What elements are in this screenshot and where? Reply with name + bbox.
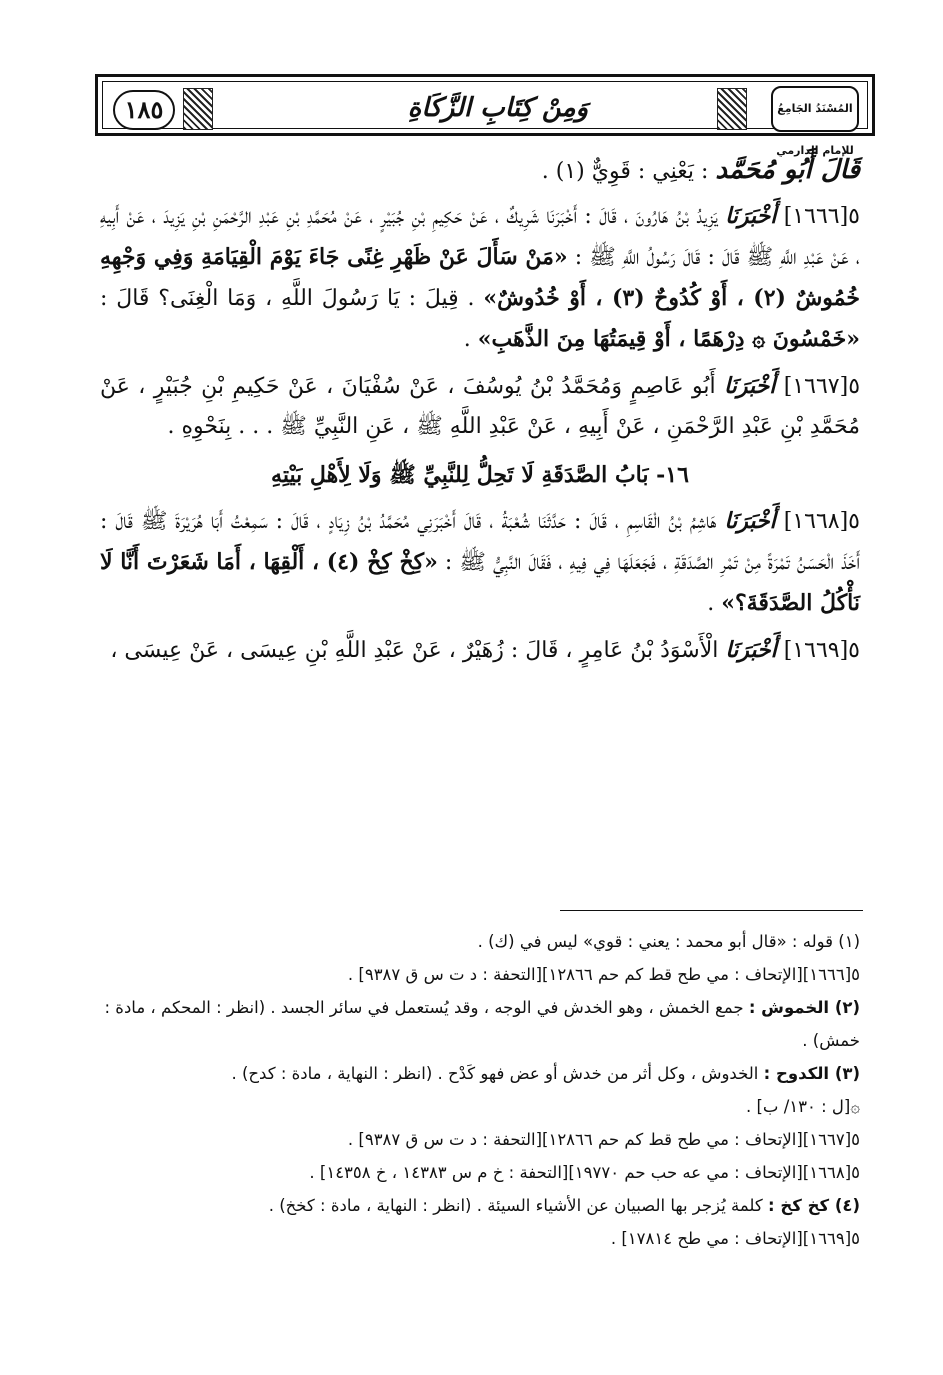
footnote-divider: [560, 910, 863, 911]
emblem-logo: المُسْنَدُ الجَامِعُ للإمام الدارمي: [771, 86, 859, 132]
hadith-quote-2: «خَمْسُونَ ۞ دِرْهَمًا ، أَوْ قِيمَتُهَا مِنَ الذَّهَبِ»: [477, 326, 860, 352]
main-text: [100, 150, 860, 677]
hadith-text: يَزِيدُ بْنُ هَارُونَ ، قَالَ : أَخْبَرَنَا شَرِيكٌ ، عَنْ حَكِيمِ بْنِ جُبَيْرٍ ، عَنْ مُحَمَّدِ بْنِ عَبْدِ الرَّحْمَنِ بْنِ يَزِيدَ ، عَنْ أَبِيهِ ، عَنْ عَبْدِ اللَّهِ ﷺ قَالَ : قَالَ رَسُولُ اللَّهِ ﷺ :: [100, 204, 860, 270]
hadith-1666: [100, 196, 860, 360]
header-frame: [102, 81, 868, 157]
hadith-1669: [100, 630, 860, 671]
hadith-number: ٥[١٦٦٩]: [783, 638, 860, 663]
footnote: (١) قوله : «قال أبو محمد : يعني : قوي» ليس في (ك) .: [477, 932, 860, 951]
intro-line: [100, 150, 860, 192]
footnote: ٥[١٦٦٨][الإتحاف : مي عه حب حم ١٩٧٧٠][التحفة : خ م س ١٤٣٨٣ ، خ ١٤٣٥٨] .: [309, 1163, 860, 1182]
hadith-text: هَاشِمُ بْنُ الْقَاسِمِ ، قَالَ : حَدَّثَنَا شُعْبَةُ ، قَالَ أَخْبَرَنِي مُحَمَّدُ بْنُ زِيَادٍ ، قَالَ : سَمِعْتُ أَبَا هُرَيْرَةَ ﷺ قَالَ : أَخَذَ الْحَسَنُ تَمْرَةً مِنْ تَمْرِ الصَّدَقَةِ ، فَجَعَلَهَا فِي فِيهِ ، فَقَالَ النَّبِيُّ ﷺ :: [100, 509, 861, 575]
running-title: وَمِنْ كِتَابِ الزَّكَاةِ: [407, 93, 589, 123]
footnote: (٤) كخ كخ : كلمة يُزجر بها الصبيان عن الأشياء السيئة . (انظر : النهاية ، مادة : كخخ) .: [268, 1196, 860, 1215]
page-number: ١٨٥: [113, 90, 175, 130]
footnote: ۞[ل : ١٣٠/ ب] .: [745, 1097, 860, 1116]
footnote: (٣) الكدوح : الخدوش ، وكل أثر من خدش أو عض فهو كَدْح . (انظر : النهاية ، مادة : كدح) .: [231, 1064, 860, 1083]
hadith-end: .: [707, 591, 715, 616]
hadith-text-after: . قِيلَ : يَا رَسُولَ اللَّهِ ، وَمَا الْغِنَى؟ قَالَ :: [100, 286, 475, 311]
footnotes: [100, 925, 860, 1255]
footnote: (٢) الخموش : جمع الخمش ، وهو الخدش في الوجه ، وقد يُستعمل في سائر الجسد . (انظر : المحكم ، مادة : خمش) .: [104, 998, 860, 1050]
hadith-label: أَخْبَرَنَا: [725, 637, 777, 663]
hadith-label: أَخْبَرَنَا: [724, 373, 776, 399]
hadith-text: أَبُو عَاصِمٍ وَمُحَمَّدُ بْنُ يُوسُفَ ، عَنْ سُفْيَانَ ، عَنْ حَكِيمِ بْنِ جُبَيْرٍ ، عَنْ مُحَمَّدِ بْنِ عَبْدِ الرَّحْمَنِ ، عَنْ أَبِيهِ ، عَنْ عَبْدِ اللَّهِ ﷺ ، عَنِ النَّبِيِّ ﷺ . . . بِنَحْوِهِ .: [100, 374, 860, 439]
section-heading: ١٦- بَابُ الصَّدَقَةِ لَا تَحِلُّ لِلنَّبِيِّ ﷺ وَلَا لِأَهْلِ بَيْتِهِ: [271, 462, 689, 488]
hadith-label: أَخْبَرَنَا: [725, 203, 777, 229]
hadith-quote: «مَنْ سَأَلَ عَنْ ظَهْرِ غِنًى جَاءَ يَوْمَ الْقِيَامَةِ وَفِي وَجْهِهِ خُمُوشٌ (٢) ، أَوْ كُدُوحٌ (٣) ، أَوْ خُدُوشٌ»: [100, 244, 860, 311]
hadith-1668: [100, 501, 860, 624]
page-header: [95, 74, 875, 157]
footnote: ٥[١٦٦٧][الإتحاف : مي طح قط كم حم ١٢٨٦٦][التحفة : د ت س ق ٩٣٨٧] .: [347, 1130, 860, 1149]
footnote: ٥[١٦٦٦][الإتحاف : مي طح قط كم حم ١٢٨٦٦][التحفة : د ت س ق ٩٣٨٧] .: [347, 965, 860, 984]
intro-label: قَالَ أَبُو مُحَمَّد: [715, 155, 860, 185]
intro-text: : يَعْنِي : قَوِيٌّ (١) .: [541, 159, 709, 184]
ornament-right-icon: [717, 88, 747, 130]
hadith-number: ٥[١٦٦٦]: [783, 204, 860, 229]
hadith-number: ٥[١٦٦٨]: [783, 509, 860, 534]
hadith-text: الْأَسْوَدُ بْنُ عَامِرٍ ، قَالَ : زُهَيْرٌ ، عَنْ عَبْدِ اللَّهِ بْنِ عِيسَى ، عَنْ عِيسَى ،: [110, 638, 719, 663]
hadith-number: ٥[١٦٦٧]: [783, 374, 861, 399]
hadith-1667: [100, 366, 860, 447]
hadith-end: .: [463, 327, 471, 352]
footnote: ٥[١٦٦٩][الإتحاف : مي طح ١٧٨١٤] .: [610, 1229, 860, 1248]
hadith-quote: «كِخْ كِخْ (٤) ، أَلْقِهَا ، أَمَا شَعَرْتَ أَنَّا لَا نَأْكُلُ الصَّدَقَةَ؟»: [100, 549, 860, 616]
ornament-left-icon: [183, 88, 213, 130]
hadith-label: أَخْبَرَنَا: [724, 508, 776, 534]
